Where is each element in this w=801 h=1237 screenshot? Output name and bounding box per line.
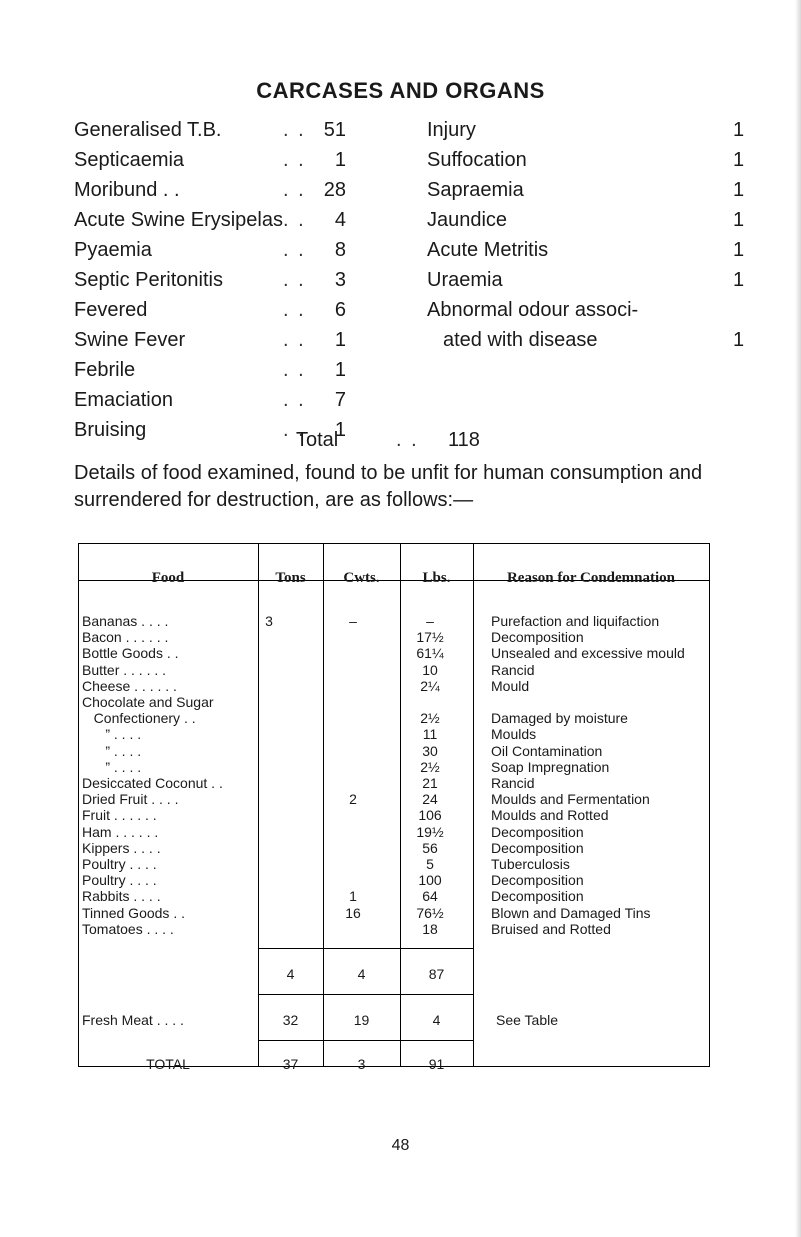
table-cell-food: Rabbits . . . .: [82, 888, 161, 905]
table-cell-food: Desiccated Coconut . .: [82, 775, 223, 791]
table-cell-lbs: 2½: [420, 710, 440, 727]
carcase-right-label: Abnormal odour associ-: [427, 299, 639, 321]
table-cell-food: Tomatoes . . . .: [82, 920, 174, 937]
subtotal-lbs: 87: [428, 966, 445, 982]
carcase-right-label: Acute Metritis: [427, 239, 549, 261]
table-cell-reason: Damaged by moisture: [491, 710, 628, 727]
table-cell-food: Kippers . . . .: [82, 839, 161, 856]
carcase-right-value: 1: [733, 239, 745, 261]
carcase-left-label: Acute Swine Erysipelas: [74, 209, 283, 231]
table-cell-lbs: 21: [422, 775, 438, 791]
intro-paragraph: Details of food examined, found to be unfit for human consumption and surrendered for destruction, are as follows:—: [74, 462, 703, 511]
table-cell-lbs: 30: [422, 742, 438, 759]
table-cell-reason: Decomposition: [491, 888, 584, 905]
table-cell-food: Tinned Goods . .: [82, 904, 185, 921]
carcase-left-value: 1: [334, 329, 346, 351]
carcase-left-leader: . .: [283, 209, 306, 231]
carcases-total-label: Total: [296, 429, 339, 451]
carcase-right-label: Sapraemia: [427, 179, 524, 201]
table-cell-reason: Moulds and Fermentation: [491, 791, 650, 808]
carcase-left-leader: . .: [283, 419, 306, 441]
carcase-right-label: Jaundice: [427, 209, 508, 231]
table-cell-reason: Rancid: [491, 661, 535, 678]
carcase-left-label: Moribund . .: [74, 179, 180, 201]
table-cell-tons: 3: [265, 613, 273, 629]
carcase-left-label: Generalised T.B.: [74, 119, 222, 141]
carcase-left-label: Fevered: [74, 299, 148, 321]
carcases-total-value: 118: [448, 429, 480, 451]
table-cell-lbs: 56: [422, 839, 438, 856]
table-cell-reason: Purefaction and liquifaction: [491, 613, 660, 629]
total-label: TOTAL: [146, 1056, 190, 1072]
table-cell-lbs: 18: [422, 920, 438, 937]
carcase-left-label: Pyaemia: [74, 239, 152, 261]
carcase-left-label: Septic Peritonitis: [74, 269, 223, 291]
carcase-right-label: Suffocation: [427, 149, 527, 171]
table-cell-food: Bottle Goods . .: [82, 645, 179, 662]
table-cell-lbs: 5: [426, 856, 434, 872]
table-cell-reason: Decomposition: [491, 823, 584, 840]
table-cell-lbs: 17½: [416, 629, 444, 646]
table-cell-reason: Rancid: [491, 775, 535, 791]
carcase-left-label: Septicaemia: [74, 149, 185, 171]
table-cell-food: Butter . . . . . .: [82, 661, 167, 678]
table-cell-food: Cheese . . . . . .: [82, 677, 177, 694]
carcase-right-label: Uraemia: [427, 269, 503, 291]
table-cell-reason: Bruised and Rotted: [491, 920, 611, 937]
table-cell-lbs: 61¼: [416, 645, 444, 662]
header-reason: Reason for Condemnation: [506, 570, 676, 586]
table-cell-reason: Mould: [491, 677, 530, 694]
table-cell-reason: Blown and Damaged Tins: [491, 904, 651, 921]
carcase-left-value: 1: [334, 359, 346, 381]
carcase-left-leader: . .: [283, 119, 306, 141]
carcase-left-leader: . .: [283, 239, 306, 261]
table-cell-reason: Tuberculosis: [491, 856, 570, 872]
carcase-left-label: Febrile: [74, 359, 136, 381]
page-number: 48: [391, 1137, 410, 1154]
carcase-left-value: 1: [334, 419, 346, 441]
fresh-meat-reason: See Table: [496, 1012, 559, 1028]
table-cell-lbs: 64: [422, 888, 438, 905]
table-cell-reason: Unsealed and excessive mould: [491, 645, 685, 662]
condemnation-table: [78, 543, 710, 1072]
carcase-right-value: 1: [733, 149, 745, 171]
table-cell-food: ” . . . .: [82, 726, 142, 743]
table-cell-lbs: 106: [418, 807, 442, 824]
carcase-right-value: 1: [733, 269, 745, 291]
total-lbs: 91: [428, 1056, 445, 1072]
table-cell-cwts: 1: [349, 888, 357, 905]
table-cell-reason: Moulds and Rotted: [491, 807, 609, 824]
carcase-right-value: 1: [733, 209, 745, 231]
subtotal-tons: 4: [286, 966, 295, 982]
carcase-left-value: 4: [334, 209, 346, 231]
carcase-left-value: 28: [323, 179, 346, 201]
table-cell-food: Bananas . . . .: [82, 613, 169, 629]
table-cell-reason: Decomposition: [491, 872, 584, 889]
header-tons: Tons: [275, 570, 306, 586]
table-cell-lbs: 2¼: [420, 677, 440, 694]
table-cell-food: ” . . . .: [82, 758, 142, 775]
carcase-left-value: 7: [334, 389, 346, 411]
table-top-border: [78, 543, 710, 544]
carcase-left-leader: . .: [283, 149, 306, 171]
fresh-meat-label: Fresh Meat . . . .: [82, 1012, 184, 1028]
table-cell-lbs: 100: [418, 872, 442, 889]
table-cell-lbs: 19½: [416, 823, 444, 840]
fresh-meat-rule: [258, 994, 473, 995]
table-cell-food: Poultry . . . .: [82, 872, 157, 889]
carcase-right-label: ated with disease: [443, 329, 598, 351]
carcase-right-label: Injury: [427, 119, 476, 141]
carcase-left-value: 6: [334, 299, 346, 321]
carcase-left-label: Emaciation: [74, 389, 173, 411]
table-cell-cwts: 16: [345, 904, 361, 921]
carcase-left-label: Bruising: [74, 419, 147, 441]
carcase-left-label: Swine Fever: [74, 329, 186, 351]
page-title: CARCASES AND ORGANS: [256, 78, 545, 103]
carcases-total-dots: . .: [396, 429, 419, 451]
table-cell-lbs: 11: [422, 726, 438, 743]
table-cell-cwts: –: [349, 613, 357, 629]
carcase-right-value: 1: [733, 179, 745, 201]
carcase-left-value: 51: [323, 119, 346, 141]
fresh-meat-cwts: 19: [353, 1012, 370, 1028]
table-cell-food: Confectionery . .: [82, 710, 196, 727]
table-cell-reason: Decomposition: [491, 629, 584, 646]
carcase-right-value: 1: [733, 119, 745, 141]
carcase-left-leader: . .: [283, 179, 306, 201]
table-cell-reason: Moulds: [491, 726, 537, 743]
table-cell-reason: Oil Contamination: [491, 742, 603, 759]
table-col-rule: [78, 543, 79, 1067]
table-cell-food: Chocolate and Sugar: [82, 694, 214, 710]
table-cell-reason: Soap Impregnation: [491, 758, 610, 775]
total-tons: 37: [282, 1056, 299, 1072]
carcase-left-leader: . .: [283, 389, 306, 411]
header-cwts: Cwts.: [343, 570, 380, 586]
table-cell-lbs: 10: [422, 661, 438, 678]
table-cell-food: Dried Fruit . . . .: [82, 791, 179, 808]
table-cell-lbs: –: [426, 613, 434, 629]
table-cell-food: Ham . . . . . .: [82, 823, 159, 840]
subtotal-rule: [258, 948, 473, 949]
table-cell-food: Fruit . . . . . .: [82, 807, 157, 824]
table-col-rule: [709, 543, 710, 1067]
carcase-left-leader: . .: [283, 299, 306, 321]
carcase-left-leader: . .: [283, 359, 306, 381]
table-cell-food: Poultry . . . .: [82, 856, 157, 872]
total-rule: [258, 1040, 473, 1041]
table-cell-food: ” . . . .: [82, 742, 142, 759]
total-cwts: 3: [357, 1056, 366, 1072]
table-cell-lbs: 76½: [416, 904, 444, 921]
carcase-left-value: 1: [334, 149, 346, 171]
carcase-right-value: 1: [733, 329, 745, 351]
header-food: Food: [151, 570, 185, 586]
table-cell-reason: Decomposition: [491, 839, 584, 856]
table-col-rule: [473, 543, 474, 1067]
fresh-meat-tons: 32: [282, 1012, 299, 1028]
header-lbs: Lbs.: [422, 570, 451, 586]
carcase-left-leader: . .: [283, 329, 306, 351]
table-cell-cwts: 2: [349, 791, 357, 808]
carcase-left-value: 3: [334, 269, 346, 291]
fresh-meat-lbs: 4: [432, 1012, 441, 1028]
carcase-left-leader: . .: [283, 269, 306, 291]
table-cell-lbs: 24: [422, 791, 438, 808]
table-cell-food: Bacon . . . . . .: [82, 629, 169, 646]
page-edge-shadow: [795, 0, 801, 1237]
table-cell-lbs: 2½: [420, 758, 440, 775]
carcase-left-value: 8: [334, 239, 346, 261]
subtotal-cwts: 4: [357, 966, 366, 982]
